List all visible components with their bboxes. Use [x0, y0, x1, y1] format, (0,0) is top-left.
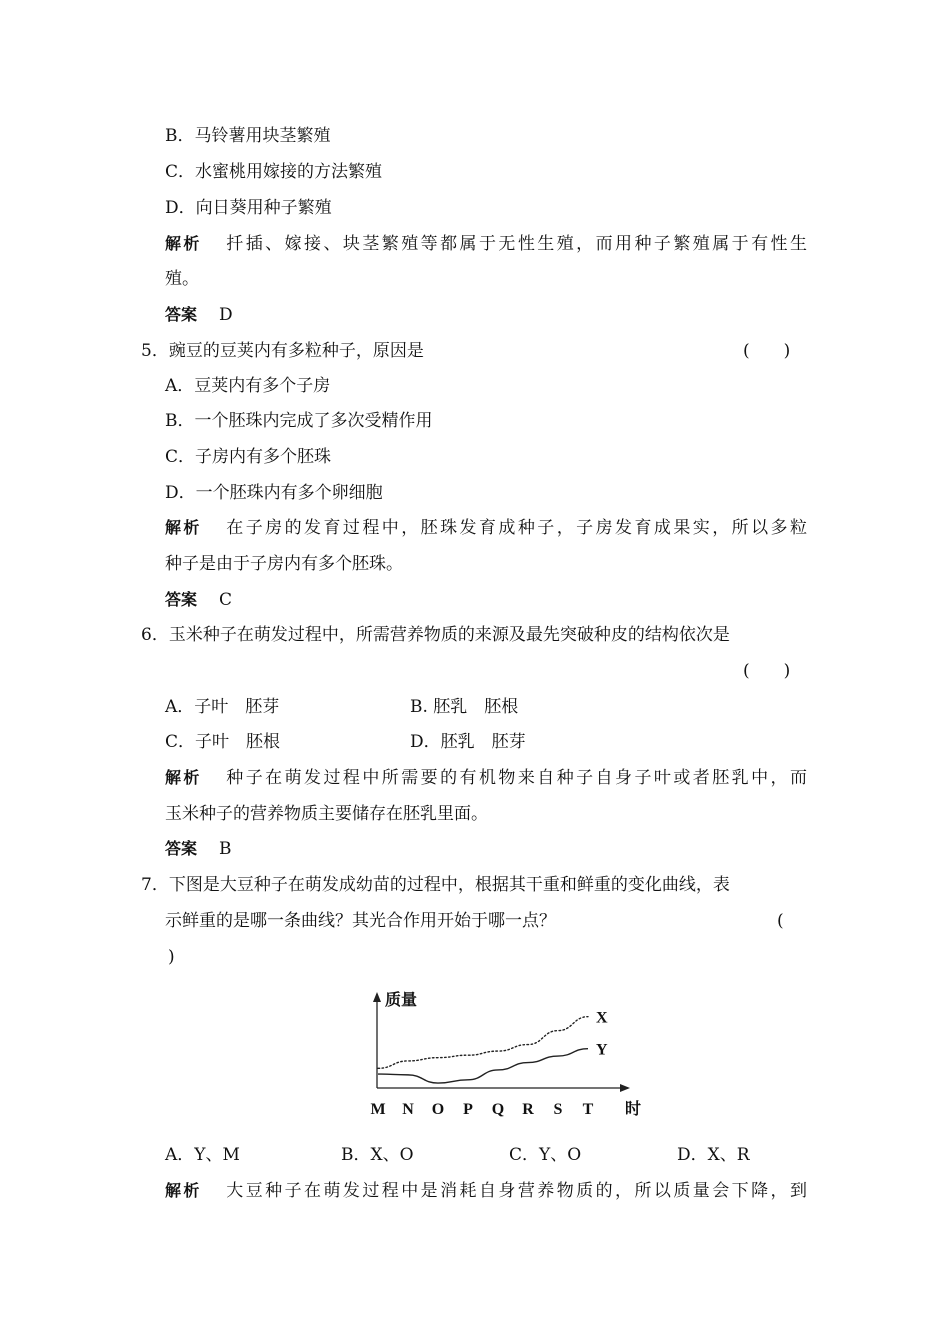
- analysis-text: 扦插、嫁接、块茎繁殖等都属于无性生殖，而用种子繁殖属于有性生: [223, 234, 807, 254]
- x-tick-label: P: [463, 1101, 473, 1118]
- answer-value: C: [219, 590, 233, 610]
- analysis-text: 大豆种子在萌发过程中是消耗自身营养物质的，所以质量会下降，到: [223, 1181, 807, 1201]
- series-Y-label: Y: [596, 1041, 608, 1059]
- series-X-line: [378, 1017, 588, 1069]
- q4-analysis-line2: 殖。: [165, 269, 199, 289]
- x-tick-label: S: [553, 1101, 563, 1118]
- q4-option-c: C．水蜜桃用嫁接的方法繁殖: [165, 162, 383, 182]
- mass-curve-chart: [360, 983, 650, 1131]
- q7-option-c: C．Y、O: [509, 1145, 582, 1165]
- answer-value: D: [219, 305, 233, 325]
- chart-labels: [370, 990, 641, 1118]
- x-tick-label: M: [370, 1101, 386, 1118]
- q6-option-d: D．胚乳 胚芽: [410, 732, 526, 752]
- analysis-text: 种子在萌发过程中所需要的有机物来自种子自身子叶或者胚乳中，而: [223, 768, 807, 788]
- q6-analysis-line1: [165, 767, 807, 789]
- x-axis-label: 时: [625, 1099, 642, 1118]
- analysis-label: 解析: [165, 1181, 202, 1200]
- x-tick-label: R: [522, 1101, 534, 1118]
- q7-stem-line1: 7．下图是大豆种子在萌发成幼苗的过程中，根据其干重和鲜重的变化曲线，表: [141, 875, 730, 895]
- q6-stem: 6．玉米种子在萌发过程中，所需营养物质的来源及最先突破种皮的结构依次是: [141, 625, 730, 645]
- q7-option-b: B．X、O: [341, 1145, 414, 1165]
- answer-value: B: [219, 839, 232, 859]
- x-tick-label: Q: [491, 1101, 505, 1118]
- answer-label: 答案: [165, 839, 198, 858]
- answer-label: 答案: [165, 590, 198, 609]
- q6-option-c: C．子叶 胚根: [165, 732, 281, 752]
- q5-answer: [165, 589, 232, 611]
- q6-answer: [165, 838, 232, 860]
- q4-answer: [165, 304, 233, 326]
- y-axis-arrow: [373, 992, 381, 1002]
- q5-analysis-line1: [165, 517, 807, 539]
- q4-option-d: D．向日葵用种子繁殖: [165, 198, 332, 218]
- q5-stem: 5．豌豆的豆荚内有多粒种子，原因是: [141, 341, 424, 361]
- y-axis-label: 质量: [385, 990, 418, 1009]
- series-X-label: X: [596, 1009, 608, 1027]
- q5-option-b: B．一个胚珠内完成了多次受精作用: [165, 411, 433, 431]
- q6-option-b: B. 胚乳 胚根: [410, 697, 519, 717]
- x-tick-label: O: [431, 1101, 445, 1118]
- x-axis-arrow: [620, 1084, 630, 1092]
- answer-label: 答案: [165, 305, 198, 324]
- analysis-label: 解析: [165, 518, 202, 537]
- x-tick-label: N: [402, 1101, 414, 1118]
- q7-paren-open: (: [777, 911, 784, 931]
- q5-option-c: C．子房内有多个胚珠: [165, 447, 332, 467]
- chart-series: [378, 1017, 588, 1083]
- q6-analysis-line2: 玉米种子的营养物质主要储存在胚乳里面。: [165, 804, 488, 824]
- x-tick-label: T: [582, 1101, 594, 1118]
- q6-answer-blank: ( ): [743, 661, 791, 681]
- q4-option-b: B．马铃薯用块茎繁殖: [165, 126, 331, 146]
- q7-paren-close: ): [168, 947, 175, 967]
- q7-option-d: D．X、R: [677, 1145, 750, 1165]
- series-Y-line: [378, 1049, 588, 1083]
- q7-stem-line2: 示鲜重的是哪一条曲线？其光合作用开始于哪一点？: [165, 911, 556, 931]
- q5-answer-blank: ( ): [743, 341, 791, 361]
- analysis-label: 解析: [165, 234, 202, 253]
- analysis-label: 解析: [165, 768, 202, 787]
- q6-option-a: A．子叶 胚芽: [165, 697, 280, 717]
- analysis-text: 在子房的发育过程中，胚珠发育成种子，子房发育成果实，所以多粒: [223, 518, 807, 538]
- q7-analysis-line1: [165, 1180, 807, 1202]
- q5-analysis-line2: 种子是由于子房内有多个胚珠。: [165, 554, 403, 574]
- q7-option-a: A．Y、M: [165, 1145, 240, 1165]
- q5-option-a: A．豆荚内有多个子房: [165, 376, 331, 396]
- q5-option-d: D．一个胚珠内有多个卵细胞: [165, 483, 383, 503]
- q4-analysis-line1: [165, 233, 807, 255]
